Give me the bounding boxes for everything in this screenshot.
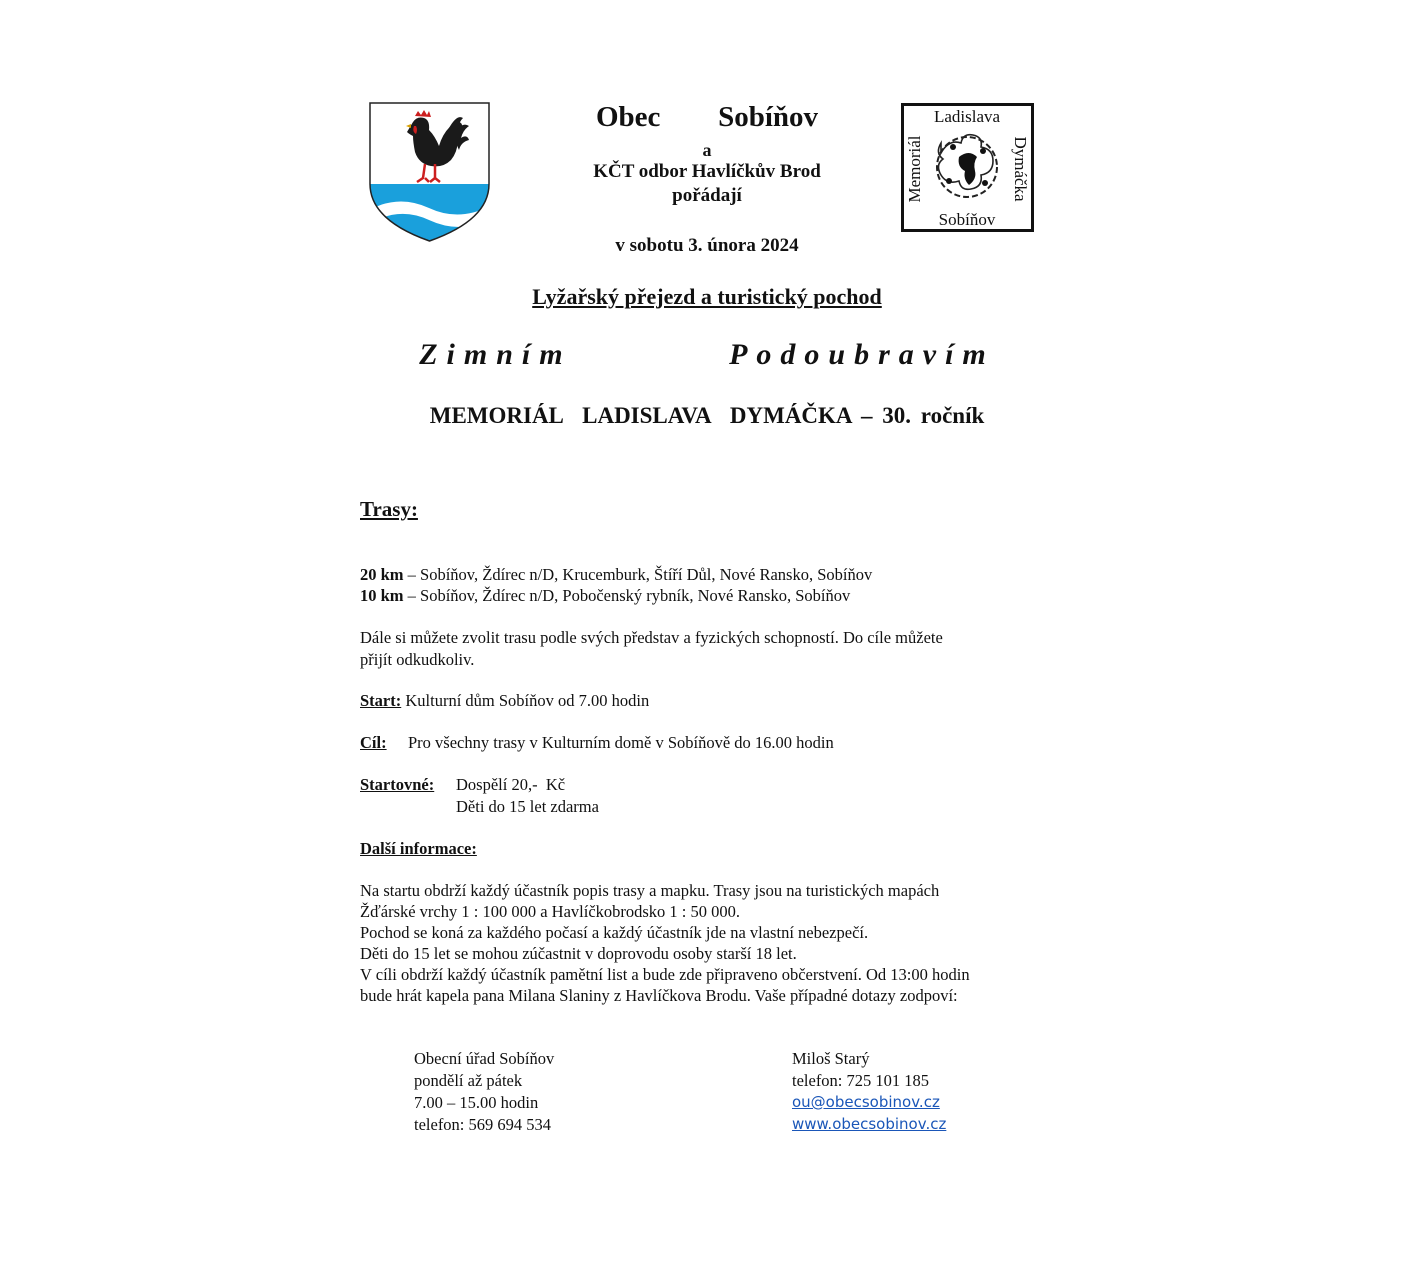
routes-note-line-2: přijít odkudkoliv. bbox=[360, 650, 475, 669]
info-heading: Další informace: bbox=[360, 839, 477, 858]
website-link[interactable]: www.obecsobinov.cz bbox=[792, 1115, 947, 1133]
info-line: Na startu obdrží každý účastník popis trasy a mapku. Trasy jsou na turistických mapách bbox=[360, 881, 940, 900]
route-distance: 20 km bbox=[360, 565, 404, 584]
stamp-text-bottom: Sobíňov bbox=[938, 210, 996, 229]
start-info bbox=[360, 690, 649, 712]
routes-note-line-1: Dále si můžete zvolit trasu podle svých představ a fyzických schopností. Do cíle můžete bbox=[360, 628, 943, 647]
email-link[interactable]: ou@obecsobinov.cz bbox=[792, 1093, 940, 1111]
finish-value: Pro všechny trasy v Kulturním domě v Sobíňově do 16.00 hodin bbox=[408, 733, 834, 752]
office-phone: telefon: 569 694 534 bbox=[414, 1115, 552, 1134]
info-line: bude hrát kapela pana Milana Slaniny z Havlíčkova Brodu. Vaše případné dotazy zodpoví: bbox=[360, 986, 958, 1005]
header-and: a bbox=[702, 140, 712, 160]
finish-label: Cíl: bbox=[360, 733, 387, 752]
event-name: Zimním Podoubravím bbox=[419, 338, 995, 371]
stamp-emblem-icon bbox=[901, 103, 1034, 232]
memorial-stamp bbox=[901, 103, 1034, 232]
event-type: Lyžařský přejezd a turistický pochod bbox=[532, 284, 882, 309]
route-distance: 10 km bbox=[360, 586, 404, 605]
fee-adults: Dospělí 20,- Kč bbox=[456, 775, 566, 794]
event-date: v sobotu 3. února 2024 bbox=[615, 235, 799, 256]
organizer-club: KČT odbor Havlíčkův Brod bbox=[593, 161, 821, 182]
routes-heading: Trasy: bbox=[360, 497, 418, 521]
route-description: – Sobíňov, Ždírec n/D, Pobočenský rybník, Nové Ransko, Sobíňov bbox=[403, 586, 851, 605]
fee-children: Děti do 15 let zdarma bbox=[456, 797, 599, 816]
stamp-text-top: Ladislava bbox=[933, 107, 1001, 126]
office-hours: 7.00 – 15.00 hodin bbox=[414, 1093, 539, 1112]
info-line: Pochod se koná za každého počasí a každý účastník jde na vlastní nebezpečí. bbox=[360, 923, 869, 942]
memorial-subtitle: MEMORIÁL LADISLAVA DYMÁČKA – 30. ročník bbox=[429, 403, 985, 428]
fee-label: Startovné: bbox=[360, 775, 435, 794]
coat-of-arms-icon bbox=[369, 102, 490, 242]
start-label: Start: bbox=[360, 691, 402, 710]
office-name: Obecní úřad Sobíňov bbox=[414, 1049, 555, 1068]
page-title: Obec Sobíňov bbox=[595, 101, 819, 133]
route-description: – Sobíňov, Ždírec n/D, Krucemburk, Štíří Důl, Nové Ransko, Sobíňov bbox=[403, 565, 873, 584]
office-days: pondělí až pátek bbox=[414, 1071, 523, 1090]
info-line: Žďárské vrchy 1 : 100 000 a Havlíčkobrodsko 1 : 50 000. bbox=[360, 902, 741, 921]
stamp-text-right: Dymáčka bbox=[1011, 136, 1030, 202]
route-line-20 bbox=[360, 564, 872, 586]
start-value: Kulturní dům Sobíňov od 7.00 hodin bbox=[401, 691, 650, 710]
stamp-text-left: Memoriál bbox=[905, 135, 924, 203]
info-line: Děti do 15 let se mohou zúčastnit v doprovodu osoby starší 18 let. bbox=[360, 944, 797, 963]
contact-person-name: Miloš Starý bbox=[792, 1049, 870, 1068]
contact-person-phone: telefon: 725 101 185 bbox=[792, 1071, 930, 1090]
info-line: V cíli obdrží každý účastník pamětní list a bude zde připraveno občerstvení. Od 13:00 hodin bbox=[360, 965, 970, 984]
route-line-10 bbox=[360, 585, 850, 607]
organize-text: pořádají bbox=[672, 185, 742, 206]
